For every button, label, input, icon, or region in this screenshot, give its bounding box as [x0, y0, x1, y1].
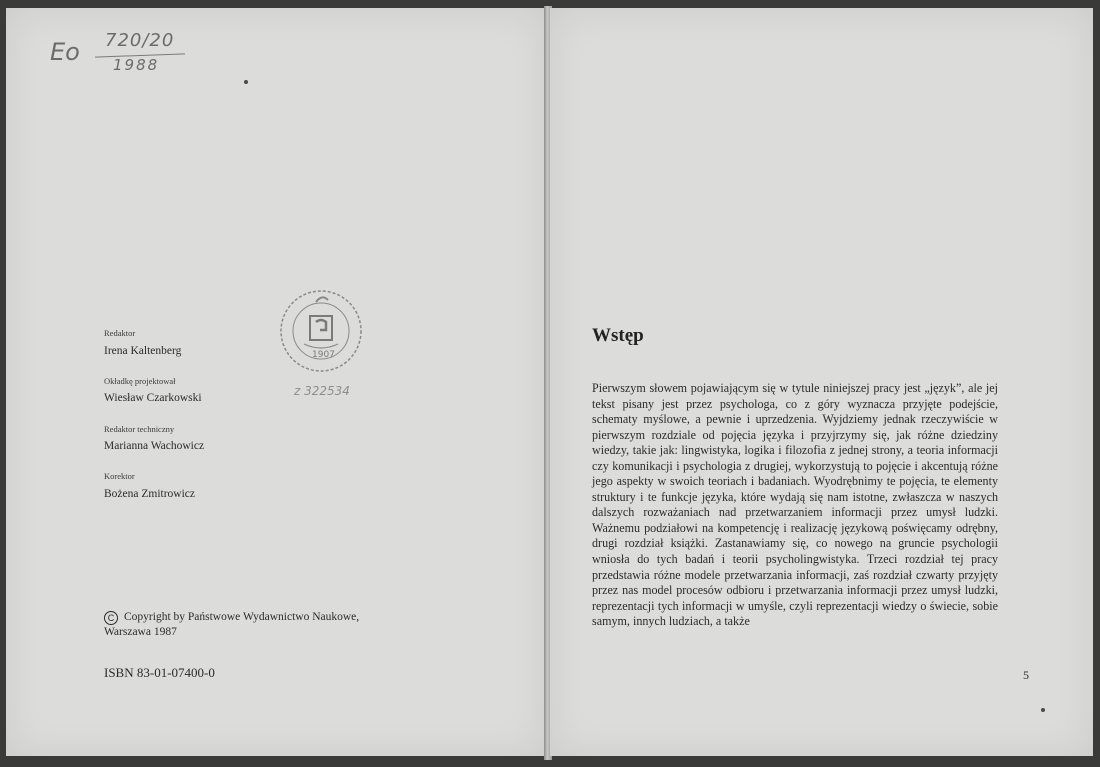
introduction-text: Pierwszym słowem pojawiającym się w tytule niniejszej pracy jest „język”, ale jej tekst pisany jest przez psychologa, co z góry wyznacza przyjęte podejście, schematy myślowe, a pewnie i uprzedzenia. Wyjdziemy jednak rzeczywiście w pierwszym rozdziale od pojęcia języka i przyjrzymy się, jak różne dziedziny wiedzy, takie jak: lingwistyka, logika i filozofia z jednej strony, a teoria informacji czy komunikacji i psychologia z drugiej, wykorzystują to pojęcie i akcentują różne jego aspekty w swoich teoriach i badaniach. Wyodrębnimy te pojęcia, te elementy struktury i te funkcje języka, które wydają się nam istotne, zwłaszcza w naszych dalszych rozważaniach nad przetwarzaniem informacji przez umysł ludzki. Ważnemu podziałowi na kompetencję i realizację językową poświęcamy odrębny, drugi rozdział książki. Zastanawiamy się, co nowego na gruncie psychologii wniosła do tych badań i teorii psycholingwistyka. Trzeci rozdział tej pracy przedstawia różne modele przetwarzania informacji, zaś rozdział czwarty przyjęty przez nas model procesów odbioru i przetwarzania informacji przez umysł ludzki, reprezentacji tych informacji w umyśle, czyli reprezentacji wiedzy o świecie, sobie samym, innych ludziach, a także [592, 381, 998, 629]
handwritten-year: 1988 [113, 56, 160, 74]
speck-mark [1041, 708, 1045, 712]
isbn: ISBN 83-01-07400-0 [104, 665, 215, 680]
handwritten-prefix: Eo [50, 38, 80, 66]
page-number: 5 [1023, 668, 1029, 682]
credit-label-technical: Redaktor techniczny [104, 424, 175, 434]
copyright-line-2: Warszawa 1987 [104, 626, 177, 638]
credit-name-cover: Wiesław Czarkowski [104, 392, 202, 404]
credit-label-editor: Redaktor [104, 328, 136, 338]
credit-name-proofreader: Bożena Zmitrowicz [104, 488, 196, 500]
credit-label-proofreader: Korektor [104, 471, 135, 481]
copyright-icon: C [104, 611, 118, 625]
credit-name-technical: Marianna Wachowicz [104, 440, 205, 452]
copyright-line-1: Copyright by Państwowe Wydawnictwo Naukowe, [124, 611, 360, 623]
inventory-number: z 322534 [294, 384, 350, 398]
speck-mark [244, 80, 248, 84]
left-page [6, 8, 546, 756]
credit-name-editor: Irena Kaltenberg [104, 345, 182, 357]
stamp-year: 1907 [312, 350, 335, 360]
library-stamp-icon [276, 286, 366, 376]
chapter-heading: Wstęp [592, 325, 644, 346]
credit-label-cover: Okładkę projektował [104, 376, 176, 386]
handwritten-number: 720/20 [105, 30, 175, 51]
copyright-notice [104, 610, 394, 640]
